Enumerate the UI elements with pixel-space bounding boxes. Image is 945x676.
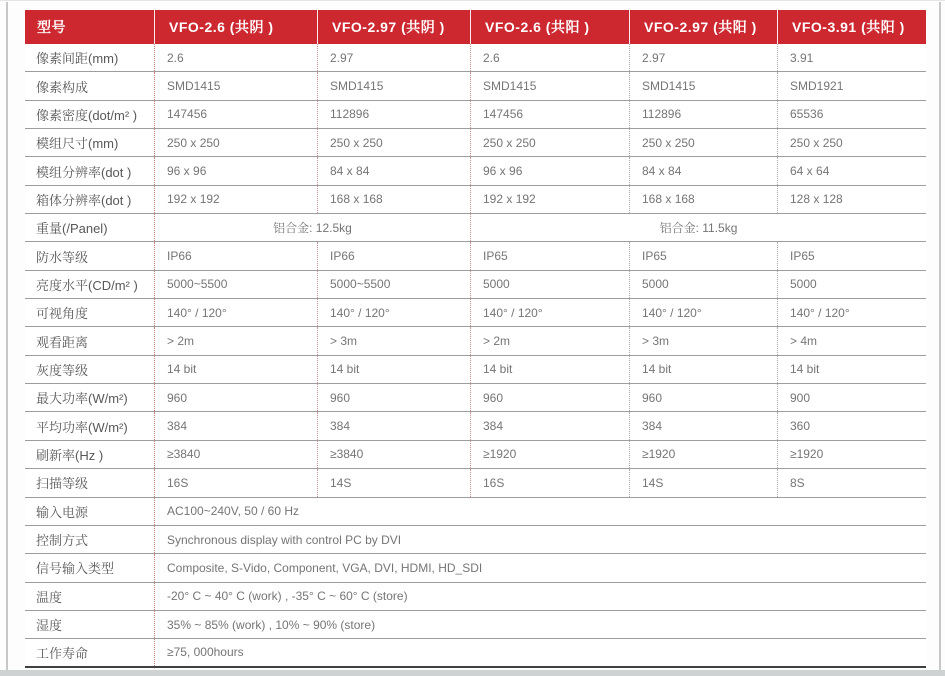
spec-cell-fullspan: -20° C ~ 40° C (work) , -35° C ~ 60° C (store) [154, 583, 926, 610]
spec-cell: > 3m [629, 327, 777, 354]
spec-cell: 900 [777, 384, 926, 411]
spec-row-label: 最大功率(W/m²) [36, 391, 128, 407]
spec-cell: 192 x 192 [470, 186, 629, 213]
table-row [25, 412, 926, 440]
table-row [25, 639, 926, 667]
spec-cell: > 4m [777, 327, 926, 354]
table-row [25, 214, 926, 242]
spec-cell: SMD1415 [629, 72, 777, 99]
spec-row-label: 观看距离 [36, 334, 89, 350]
spec-cell: 168 x 168 [629, 186, 777, 213]
spec-cell: 5000 [470, 271, 629, 298]
spec-cell: 112896 [317, 101, 470, 128]
spec-cell: 14 bit [154, 356, 317, 383]
spec-row-label: 温度 [36, 589, 63, 605]
spec-cell: 14S [629, 469, 777, 496]
spec-cell-fullspan: ≥75, 000hours [154, 639, 926, 665]
spec-cell: 384 [470, 412, 629, 439]
table-row [25, 384, 926, 412]
spec-row-label: 模组分辨率(dot ) [36, 164, 132, 180]
table-row [25, 611, 926, 639]
table-row [25, 441, 926, 469]
spec-cell: 5000 [777, 271, 926, 298]
spec-cell: 2.97 [629, 44, 777, 71]
table-row [25, 583, 926, 611]
spec-cell: SMD1415 [470, 72, 629, 99]
spec-row-label: 平均功率(W/m²) [36, 419, 128, 435]
spec-cell: ≥3840 [317, 441, 470, 468]
spec-cell-fullspan: AC100~240V, 50 / 60 Hz [154, 498, 926, 525]
spec-cell: SMD1921 [777, 72, 926, 99]
spec-cell: 960 [470, 384, 629, 411]
spec-row-label: 可视角度 [36, 306, 89, 322]
spec-cell: 147456 [154, 101, 317, 128]
table-row [25, 327, 926, 355]
spec-cell: 140° / 120° [317, 299, 470, 326]
spec-cell: 2.6 [154, 44, 317, 71]
column-header-model: VFO-2.97 (共阴 ) [317, 10, 470, 44]
spec-cell: 84 x 84 [317, 157, 470, 184]
spec-row-label: 刷新率(Hz ) [36, 447, 104, 463]
spec-cell: ≥3840 [154, 441, 317, 468]
spec-cell: 250 x 250 [470, 129, 629, 156]
column-header-model: VFO-2.6 (共阳 ) [470, 10, 629, 44]
spec-cell: 250 x 250 [317, 129, 470, 156]
spec-cell: 64 x 64 [777, 157, 926, 184]
spec-row-label: 像素间距(mm) [36, 51, 119, 67]
spec-cell: > 2m [470, 327, 629, 354]
spec-cell-fullspan: Composite, S-Vido, Component, VGA, DVI, HDMI, HD_SDI [154, 554, 926, 581]
column-header-model: VFO-2.97 (共阳 ) [629, 10, 777, 44]
spec-row-label: 输入电源 [36, 504, 89, 520]
table-row [25, 526, 926, 554]
table-header-row [25, 10, 926, 44]
spec-row-label: 重量(/Panel) [36, 221, 108, 237]
spec-row-label: 模组尺寸(mm) [36, 136, 119, 152]
spec-cell: 384 [154, 412, 317, 439]
page-edge-left [6, 2, 8, 670]
spec-cell: SMD1415 [154, 72, 317, 99]
spec-cell: 250 x 250 [629, 129, 777, 156]
spec-cell: 5000~5500 [317, 271, 470, 298]
spec-cell: 65536 [777, 101, 926, 128]
spec-cell: ≥1920 [629, 441, 777, 468]
spec-cell: 2.6 [470, 44, 629, 71]
page-edge-right [939, 2, 941, 672]
spec-cell: 96 x 96 [470, 157, 629, 184]
spec-cell: 140° / 120° [777, 299, 926, 326]
page-edge-bottom [0, 670, 945, 676]
table-row [25, 186, 926, 214]
table-row [25, 554, 926, 582]
spec-cell: 96 x 96 [154, 157, 317, 184]
spec-cell: 384 [317, 412, 470, 439]
spec-cell: 5000 [629, 271, 777, 298]
table-row [25, 242, 926, 270]
table-row [25, 129, 926, 157]
spec-cell: IP65 [629, 242, 777, 269]
spec-cell: IP65 [777, 242, 926, 269]
spec-cell: 147456 [470, 101, 629, 128]
spec-cell: 14 bit [317, 356, 470, 383]
spec-cell: 14S [317, 469, 470, 496]
spec-cell-merged: 铝合金: 11.5kg [470, 214, 926, 241]
spec-cell: 960 [154, 384, 317, 411]
spec-cell: 8S [777, 469, 926, 496]
spec-cell-fullspan: Synchronous display with control PC by DVI [154, 526, 926, 553]
table-row [25, 72, 926, 100]
spec-cell: 14 bit [777, 356, 926, 383]
spec-row-label: 信号输入类型 [36, 561, 115, 577]
spec-cell: 112896 [629, 101, 777, 128]
product-spec-table [25, 10, 926, 668]
spec-cell: 16S [154, 469, 317, 496]
spec-cell: 960 [629, 384, 777, 411]
spec-cell: 384 [629, 412, 777, 439]
table-row [25, 469, 926, 497]
spec-cell: 128 x 128 [777, 186, 926, 213]
spec-row-label: 像素构成 [36, 79, 89, 95]
table-row [25, 44, 926, 72]
spec-cell: ≥1920 [470, 441, 629, 468]
spec-cell: IP66 [154, 242, 317, 269]
spec-cell-fullspan: 35% ~ 85% (work) , 10% ~ 90% (store) [154, 611, 926, 638]
spec-cell: 84 x 84 [629, 157, 777, 184]
spec-cell: 168 x 168 [317, 186, 470, 213]
spec-cell: 2.97 [317, 44, 470, 71]
spec-row-label: 灰度等级 [36, 362, 89, 378]
spec-cell: 192 x 192 [154, 186, 317, 213]
spec-cell: 960 [317, 384, 470, 411]
spec-cell: 16S [470, 469, 629, 496]
column-header-model: VFO-3.91 (共阳 ) [777, 10, 926, 44]
table-row [25, 101, 926, 129]
spec-cell: 140° / 120° [470, 299, 629, 326]
spec-cell: 140° / 120° [629, 299, 777, 326]
spec-row-label: 工作寿命 [36, 645, 89, 661]
table-row [25, 356, 926, 384]
spec-cell-merged: 铝合金: 12.5kg [154, 214, 470, 241]
spec-row-label: 控制方式 [36, 533, 89, 549]
spec-cell: 250 x 250 [154, 129, 317, 156]
spec-row-label: 像素密度(dot/m² ) [36, 107, 138, 123]
spec-row-label: 亮度水平(CD/m² ) [36, 277, 138, 293]
spec-cell: IP65 [470, 242, 629, 269]
spec-cell: 14 bit [629, 356, 777, 383]
spec-cell: SMD1415 [317, 72, 470, 99]
page-edge-top [0, 0, 945, 1]
spec-row-label: 防水等级 [36, 249, 89, 265]
table-row [25, 299, 926, 327]
table-row [25, 157, 926, 185]
spec-row-label: 湿度 [36, 618, 63, 634]
spec-cell: 14 bit [470, 356, 629, 383]
spec-cell: > 3m [317, 327, 470, 354]
spec-cell: 140° / 120° [154, 299, 317, 326]
spec-cell: ≥1920 [777, 441, 926, 468]
table-row [25, 498, 926, 526]
table-row [25, 271, 926, 299]
table-body [25, 44, 926, 668]
spec-row-label: 箱体分辨率(dot ) [36, 192, 132, 208]
spec-cell: 3.91 [777, 44, 926, 71]
spec-cell: 5000~5500 [154, 271, 317, 298]
spec-cell: IP66 [317, 242, 470, 269]
column-header-model: VFO-2.6 (共阴 ) [154, 10, 317, 44]
spec-row-label: 扫描等级 [36, 476, 89, 492]
spec-cell: 360 [777, 412, 926, 439]
spec-cell: > 2m [154, 327, 317, 354]
column-header-model-label: 型号 [37, 19, 66, 35]
spec-cell: 250 x 250 [777, 129, 926, 156]
